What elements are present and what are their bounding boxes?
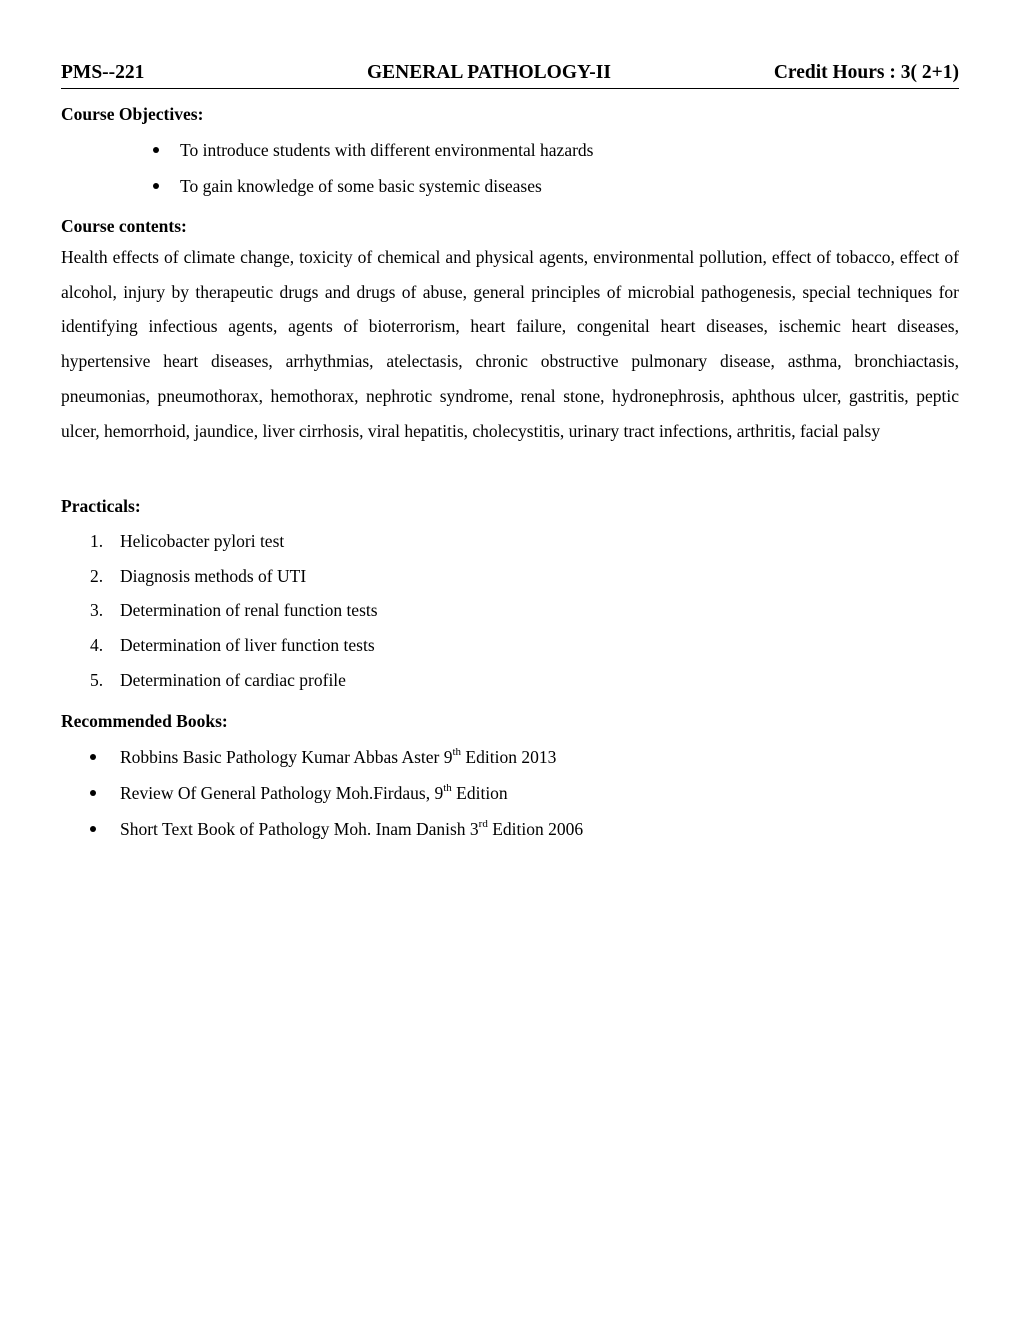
book-title: Review Of General Pathology Moh.Firdaus, 9 <box>120 782 444 803</box>
book-title: Robbins Basic Pathology Kumar Abbas Aster 9 <box>120 746 453 767</box>
book-item <box>61 745 959 769</box>
book-item <box>61 781 959 805</box>
book-edition: Edition <box>451 782 508 803</box>
book-edition-suffix: th <box>443 781 452 794</box>
practical-text: Diagnosis methods of UTI <box>120 565 307 586</box>
practical-number: 5. <box>90 669 104 690</box>
contents-paragraph: Health effects of climate change, toxicity of chemical and physical agents, environmental pollution, effect of tobacco, effect of alcohol, injury by therapeutic drugs and drugs of abuse, general principles of microbial pathogenesis, special techniques for identifying infectious agents, agents of bioterrorism, heart failure, congenital heart diseases, ischemic heart diseases, hypertensive heart diseases, arrhythmias, atelectasis, chronic obstructive pulmonary disease, asthma, bronchiactasis, pneumonias, pneumothorax, hemothorax, nephrotic syndrome, renal stone, hydronephrosis, aphthous ulcer, gastritis, peptic ulcer, hemorrhoid, jaundice, liver cirrhosis, viral hepatitis, cholecystitis, urinary tract infections, arthritis, facial palsy <box>61 247 959 441</box>
practicals-heading: Practicals: <box>61 496 141 517</box>
book-item <box>61 817 959 841</box>
practical-text: Determination of cardiac profile <box>120 669 346 690</box>
book-edition: Edition 2006 <box>487 818 584 839</box>
practical-item <box>61 668 959 692</box>
practical-text: Helicobacter pylori test <box>120 531 285 552</box>
objective-item: To gain knowledge of some basic systemic diseases <box>61 174 959 198</box>
practical-item <box>61 633 959 657</box>
practical-item <box>61 529 959 553</box>
books-section <box>61 709 959 841</box>
objectives-heading: Course Objectives: <box>61 104 204 124</box>
objectives-section <box>61 102 959 198</box>
contents-section <box>61 214 959 448</box>
book-edition-suffix: th <box>452 745 462 758</box>
practicals-section <box>61 494 959 691</box>
practical-item <box>61 598 959 622</box>
book-title: Short Text Book of Pathology Moh. Inam Danish 3 <box>120 818 479 839</box>
practical-number: 3. <box>90 600 104 621</box>
book-edition: Edition 2013 <box>461 746 557 767</box>
objective-item: To introduce students with different environmental hazards <box>61 138 959 162</box>
practical-number: 1. <box>90 531 104 552</box>
contents-heading: Course contents: <box>61 216 187 236</box>
course-code: PMS--221 <box>61 62 145 83</box>
books-list <box>61 745 959 841</box>
practical-number: 2. <box>90 565 104 586</box>
document-page <box>61 58 959 853</box>
practicals-list <box>61 529 959 691</box>
credit-hours: Credit Hours : 3( 2+1) <box>773 62 959 83</box>
practical-item <box>61 564 959 588</box>
practical-number: 4. <box>90 635 104 655</box>
book-edition-suffix: rd <box>478 817 488 830</box>
objectives-list <box>61 138 959 198</box>
course-header <box>61 58 959 89</box>
practical-text: Determination of liver function tests <box>120 635 375 655</box>
practical-text: Determination of renal function tests <box>120 600 378 621</box>
books-heading: Recommended Books: <box>61 710 228 731</box>
course-title: GENERAL PATHOLOGY-II <box>367 62 611 83</box>
